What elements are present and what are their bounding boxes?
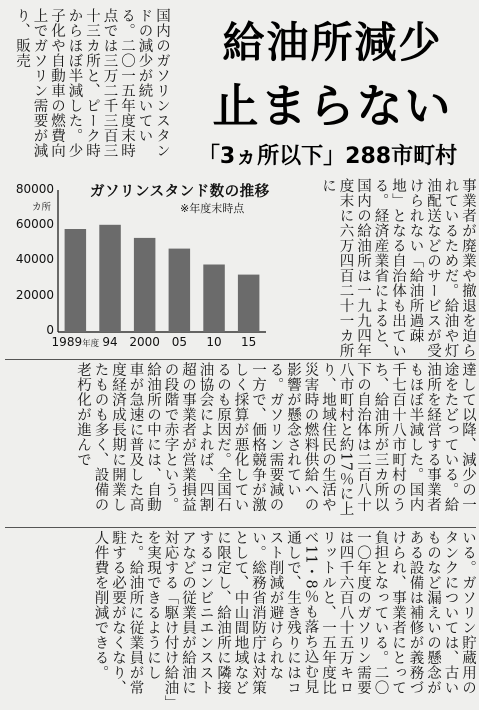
chart-bar xyxy=(238,275,260,332)
x-tick-label: 1989年度 xyxy=(51,335,100,349)
column-divider xyxy=(5,527,476,528)
chart-bar xyxy=(65,229,87,332)
x-tick-label: 94 xyxy=(102,335,118,349)
column-divider xyxy=(5,359,476,360)
subheadline: 「3ヵ所以下」288市町村 xyxy=(197,144,458,169)
gas-station-chart xyxy=(8,178,270,358)
y-tick-label: 20000 xyxy=(15,288,54,302)
chart-bar xyxy=(134,238,156,332)
article-column-4: いる。ガソリン貯蔵用のタンクについては、古いものなど漏えいの懸念がある設備は補修が義務づけられ、事業者にとって負担となっている。二〇一〇年度のガソリン需要は四千六百八十五万キロリットルと、一五年度比べ11・8％も落ち込む見通しで、生き残りにはコスト削減が避けられない。総務省消防庁は対策として、中山間地域などに限定し、給油所に隣接するコンビニエンスストアなどの従業員が給油に対応する「駆け付け給油」を実現できるようにした。給油所に従業員が常駐する必要がなくなり、人件費を削減できる。 xyxy=(92,530,476,703)
article-column-2: 事業者が廃業や撤退を迫られているためだ。給油や灯油配送などのサービスが受けられない「給油所過疎地」となる自治体も出ている。経済産業省によると、国内の給油所は一九九四年度末に六万四百二十一カ所に xyxy=(320,178,476,358)
chart-note: ※年度末時点 xyxy=(180,202,245,215)
article-intro: 国内のガソリンスタンドの減少が続いている。二〇一五年度末時点では三万二千三百三十三カ所と、ピーク時からほぼ半減した。少子化や自動車の燃費向上でガソリン需要が減り、販売 xyxy=(14,8,170,158)
y-tick-label: 40000 xyxy=(15,252,54,266)
article-column-3: 達して以降、減少の一途をたどっている。給油所を経営する事業者もほぼ半減した。国内千七百十八市町村のうち、給油所が三カ所以下の自治体は二百八十八市町村と約17％に上り、地域住民の生活や災害時の燃料供給への影響が懸念されている。ガソリン需要減の一方で、価格競争が激しく採算が悪化しているのも原因だ。全国石油協会によれば、四割超の事業者が営業損益の段階で赤字という。給油所の中には、自動車が急速に普及した高度経済成長期に開業したものも多く、設備の老朽化が進んで xyxy=(75,362,476,517)
x-tick-label: 05 xyxy=(171,335,187,349)
chart-title: ガソリンスタンド数の推移 xyxy=(90,184,270,200)
headline-line1: 給油所減少 xyxy=(222,18,443,67)
chart-bar xyxy=(99,225,121,332)
x-tick-label: 10 xyxy=(206,335,222,349)
x-tick-label: 15 xyxy=(241,335,257,349)
headline-line2: 止まらない xyxy=(212,79,453,133)
x-tick-label: 2000 xyxy=(129,335,160,349)
y-tick-label: 60000 xyxy=(15,217,54,231)
chart-bar xyxy=(169,249,191,332)
y-tick-label: 80000 xyxy=(15,182,54,196)
chart-bar xyxy=(203,265,225,333)
y-tick-label: 0 xyxy=(46,323,54,337)
y-axis-unit: カ所 xyxy=(32,202,52,213)
